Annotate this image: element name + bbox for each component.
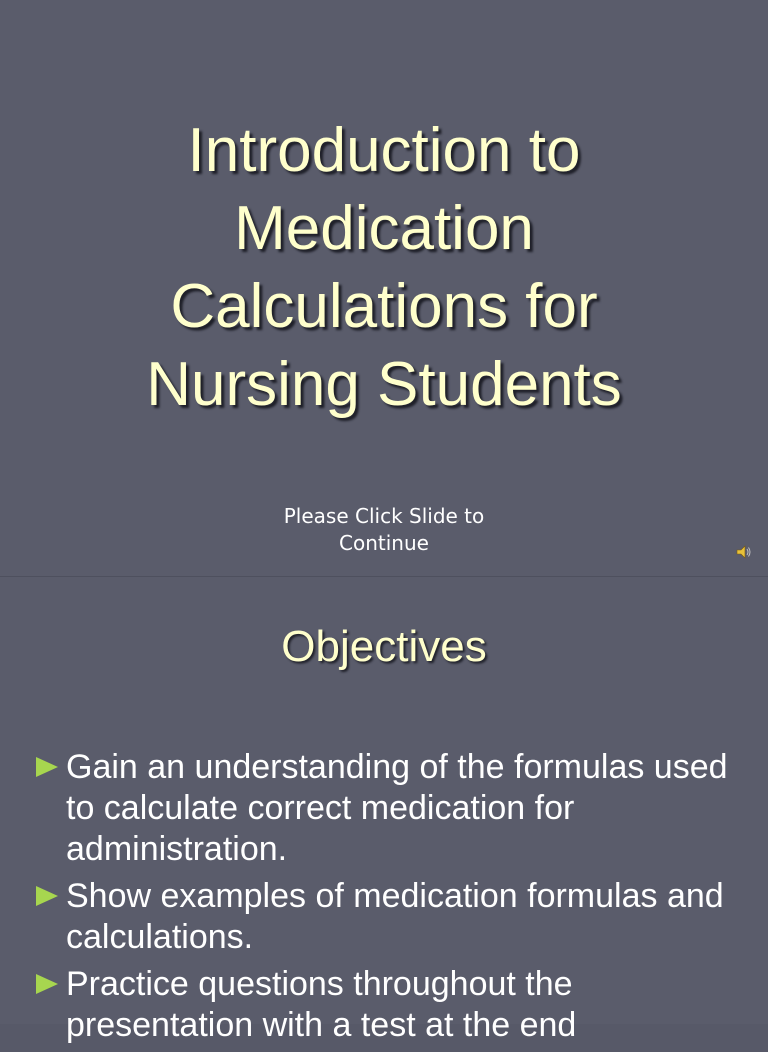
triangle-bullet-icon xyxy=(36,974,58,994)
list-item xyxy=(36,964,756,1046)
bullet-text: Show examples of medication formulas and calculations. xyxy=(66,877,724,956)
speaker-icon[interactable] xyxy=(736,544,752,560)
bullet-text: Practice questions throughout the presentation with a test at the end xyxy=(66,965,577,1044)
triangle-bullet-icon xyxy=(36,757,58,777)
title-line-4: Nursing Students xyxy=(146,350,622,419)
title-line-3: Calculations for xyxy=(170,272,598,341)
subtitle-line-2: Continue xyxy=(339,531,429,555)
slide-objectives[interactable] xyxy=(0,576,768,1044)
list-item xyxy=(36,876,756,958)
triangle-bullet-icon xyxy=(36,886,58,906)
title-line-2: Medication xyxy=(234,194,534,263)
slide-title-heading xyxy=(0,112,768,424)
subtitle-line-1: Please Click Slide to xyxy=(283,504,485,528)
list-item xyxy=(36,747,756,870)
objectives-heading: Objectives xyxy=(281,622,487,671)
slide-subtitle xyxy=(0,503,768,557)
bullet-text: Gain an understanding of the formulas used to calculate correct medication for administration. xyxy=(66,748,728,868)
objectives-list xyxy=(36,747,756,1052)
title-line-1: Introduction to xyxy=(187,116,581,185)
